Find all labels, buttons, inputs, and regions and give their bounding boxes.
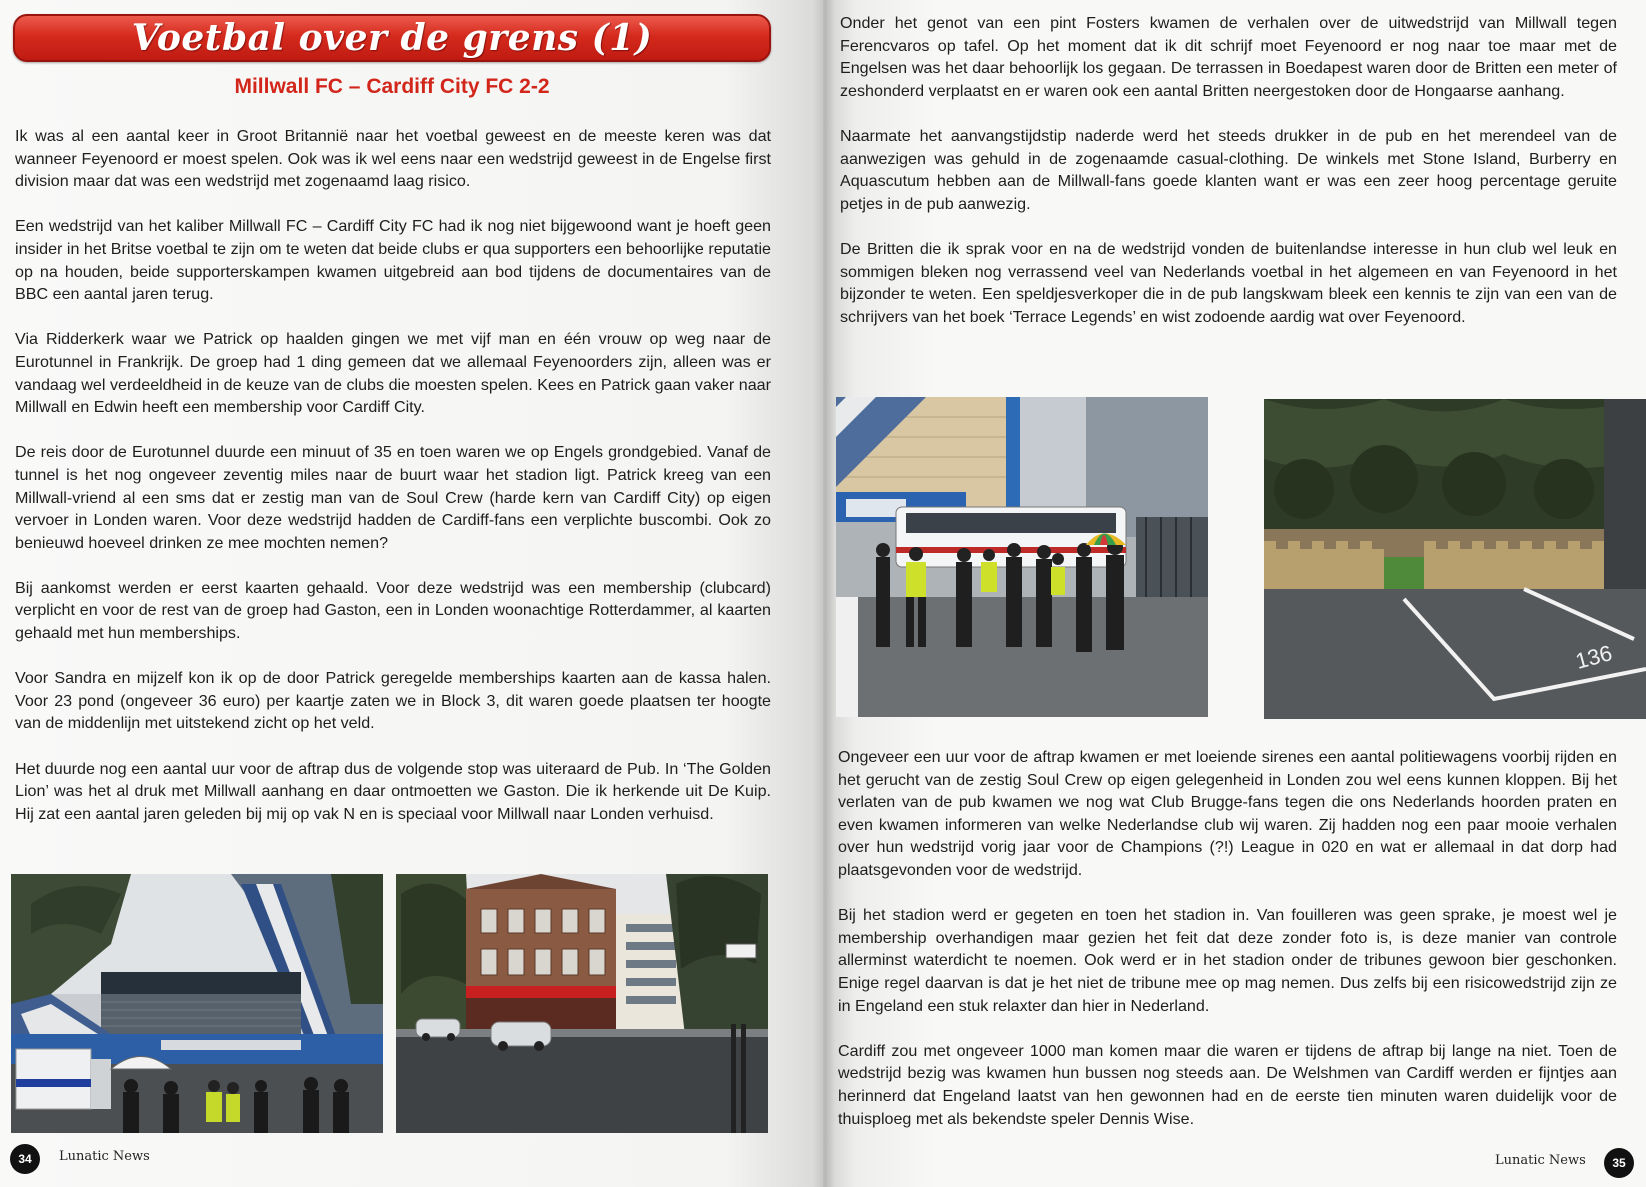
paragraph: Bij het stadion werd er gegeten en toen het stadion in. Van fouilleren was geen sprake, je moest wel je membership overhandigen maar gezien het feit dat deze zonder foto is, is deze manier van controle allerminst waterdicht te noemen. Ook werd er in het stadion onder de tribunes gewoon bier geschonken. Enige regel daarvan is dat je het niet de tribune mee op mag nemen. Dus zelfs bij een risicowedstrijd zijn ze in Engeland een stuk relaxter dan hier in Nederland. bbox=[838, 906, 1617, 1015]
magazine-name: Lunatic News bbox=[59, 1149, 150, 1164]
paragraph: Het duurde nog een aantal uur voor de aftrap dus de volgende stop was uiteraard de Pub. In ‘The Golden Lion’ was het al druk met Millwall aanhang en daar ontmoetten we Gaston. Die ik herkende uit De Kuip. Hij zat een aantal jaren geleden bij mij op vak N en is speciaal voor Millwall naar Londen verhuisd. bbox=[15, 759, 771, 823]
match-subtitle: Millwall FC – Cardiff City FC 2-2 bbox=[234, 75, 550, 98]
paragraph: Via Ridderkerk waar we Patrick op haalden gingen we met vijf man en één vrouw op weg naar de Eurotunnel in Frankrijk. De groep had 1 ding gemeen dat we allemaal Feyenoorders zijn, alleen was er vandaag wel verdeeldheid in de keuze van de clubs die moesten spelen. Kees en Patrick gaan vaker naar Millwall en Edwin heeft een membership voor Cardiff City. bbox=[15, 330, 771, 417]
paragraph: Naarmate het aanvangstijdstip naderde werd het steeds drukker in de pub en het merendeel van de aanwezigen was gehuld in de zogenaamde casual-clothing. De winkels met Stone Island, Burberry en Aquascutum hebben aan de Millwall-fans goede klanten want er was een zeer hoog percentage geruite petjes in de pub aanwezig. bbox=[840, 126, 1617, 213]
pub-photo bbox=[396, 874, 768, 1133]
title-banner bbox=[13, 14, 771, 62]
right-page bbox=[823, 0, 1646, 1187]
left-column-text bbox=[15, 125, 771, 848]
police-bus-photo bbox=[836, 397, 1208, 717]
right-column-text-top bbox=[840, 12, 1617, 351]
paragraph: Ik was al een aantal keer in Groot Britannië naar het voetbal geweest en de meeste keren was dat wanneer Feyenoord er moest spelen. Ook was ik wel eens naar een wedstrijd geweest in de Engelse first division maar dat was een wedstrijd met zogenaamd laag risico. bbox=[15, 127, 771, 191]
article-title: Voetbal over de grens (1) bbox=[131, 17, 653, 59]
paragraph: De Britten die ik sprak voor en na de wedstrijd vonden de buitenlandse interesse in hun club wel leuk en sommigen bleken nog verrassend veel van Nederlands voetbal in het algemeen en van Feyenoord in het bijzonder te weten. Een speldjesverkoper die in de pub langskwam bleek een kennis te zijn van een van de schrijvers van het boek ‘Terrace Legends’ en wist zodoende aardig wat over Feyenoord. bbox=[840, 239, 1617, 326]
parking-bay-number: 136 bbox=[1572, 640, 1615, 674]
page-number-badge: 35 bbox=[1604, 1148, 1634, 1178]
paragraph: Een wedstrijd van het kaliber Millwall FC – Cardiff City FC had ik nog niet bijgewoond want je hoeft geen insider in het Britse voetbal te zijn om te weten dat beide clubs er qua supporters een behoorlijke reputatie op na houden, beide supporterskampen kwamen uitgebreid aan bod tijdens de documentaires van de BBC een aantal jaren terug. bbox=[15, 217, 771, 304]
paragraph: Voor Sandra en mijzelf kon ik op de door Patrick geregelde memberships kaarten aan de kassa halen. Voor 23 pond (ongeveer 36 euro) per kaartje zaten we in Block 3, dit waren goede plaatsen ter hoogte van de middenlijn met uitstekend zicht op het veld. bbox=[15, 669, 771, 733]
paragraph: Cardiff zou met ongeveer 1000 man komen maar die waren er tijdens de aftrap bij lange na niet. Toen de wedstrijd bezig was kwamen hun bussen nog steeds aan. De Welshmen van Cardiff werden er fijntjes aan herinnerd dat Engeland laatst van hen gewonnen had en de eerste tien minuten waren duidelijk voor de thuisploeg met als bekendste speler Dennis Wise. bbox=[838, 1041, 1617, 1128]
paragraph: Onder het genot van een pint Fosters kwamen de verhalen over de uitwedstrijd van Millwall tegen Ferencvaros op tafel. Op het moment dat ik dit schrijf moet Feyenoord er nog naar toe maar met de Engelsen was het daar behoorlijk los gegaan. De terrassen in Boedapest waren door de Britten een meter of zeshonderd verplaatst en er waren ook een aantal Britten neergestoken door de Hongaarse aanhang. bbox=[840, 14, 1617, 100]
stadium-photo bbox=[11, 874, 383, 1133]
parking-wall-photo bbox=[1264, 399, 1646, 719]
right-column-text-bottom bbox=[838, 746, 1617, 1153]
paragraph: De reis door de Eurotunnel duurde een minuut of 35 en toen waren we op Engels grondgebied. Vanaf de tunnel is het nog ongeveer zeventig miles naar de buurt waar het stadion ligt. Patrick kreeg van een Millwall-vriend al een sms dat er zestig man van de Soul Crew (harde kern van Cardiff City) op eigen vervoer in Londen waren. Voor deze wedstrijd hadden de Cardiff-fans een verplichte buscombi. Ook zo benieuwd hoeveel drinken ze mee mochten nemen? bbox=[15, 443, 771, 552]
paragraph: Ongeveer een uur voor de aftrap kwamen er met loeiende sirenes een aantal politiewagens voorbij rijden en het gerucht van de zestig Soul Crew op eigen gelegenheid in Londen zou wel eens kunnen kloppen. Bij het verlaten van de pub kwamen we nog wat Club Brugge-fans tegen die ons Nederlands hoorden praten en even kwamen informeren van welke Nederlandse club wij waren. Zij hadden nog een paar mooie verhalen over hun wedstrijd vorig jaar voor de Champions (?!) League in 020 en wat er allemaal in dat dorp had plaatsgevonden voor de wedstrijd. bbox=[838, 748, 1617, 879]
page-number-badge: 34 bbox=[10, 1144, 40, 1174]
paragraph: Bij aankomst werden er eerst kaarten gehaald. Voor deze wedstrijd was een membership (clubcard) verplicht en voor de rest van de groep had Gaston, een in Londen woonachtige Rotterdammer, al kaarten gehaald met hun memberships. bbox=[15, 578, 771, 643]
magazine-name: Lunatic News bbox=[1495, 1153, 1586, 1168]
page-gutter bbox=[813, 0, 835, 1187]
